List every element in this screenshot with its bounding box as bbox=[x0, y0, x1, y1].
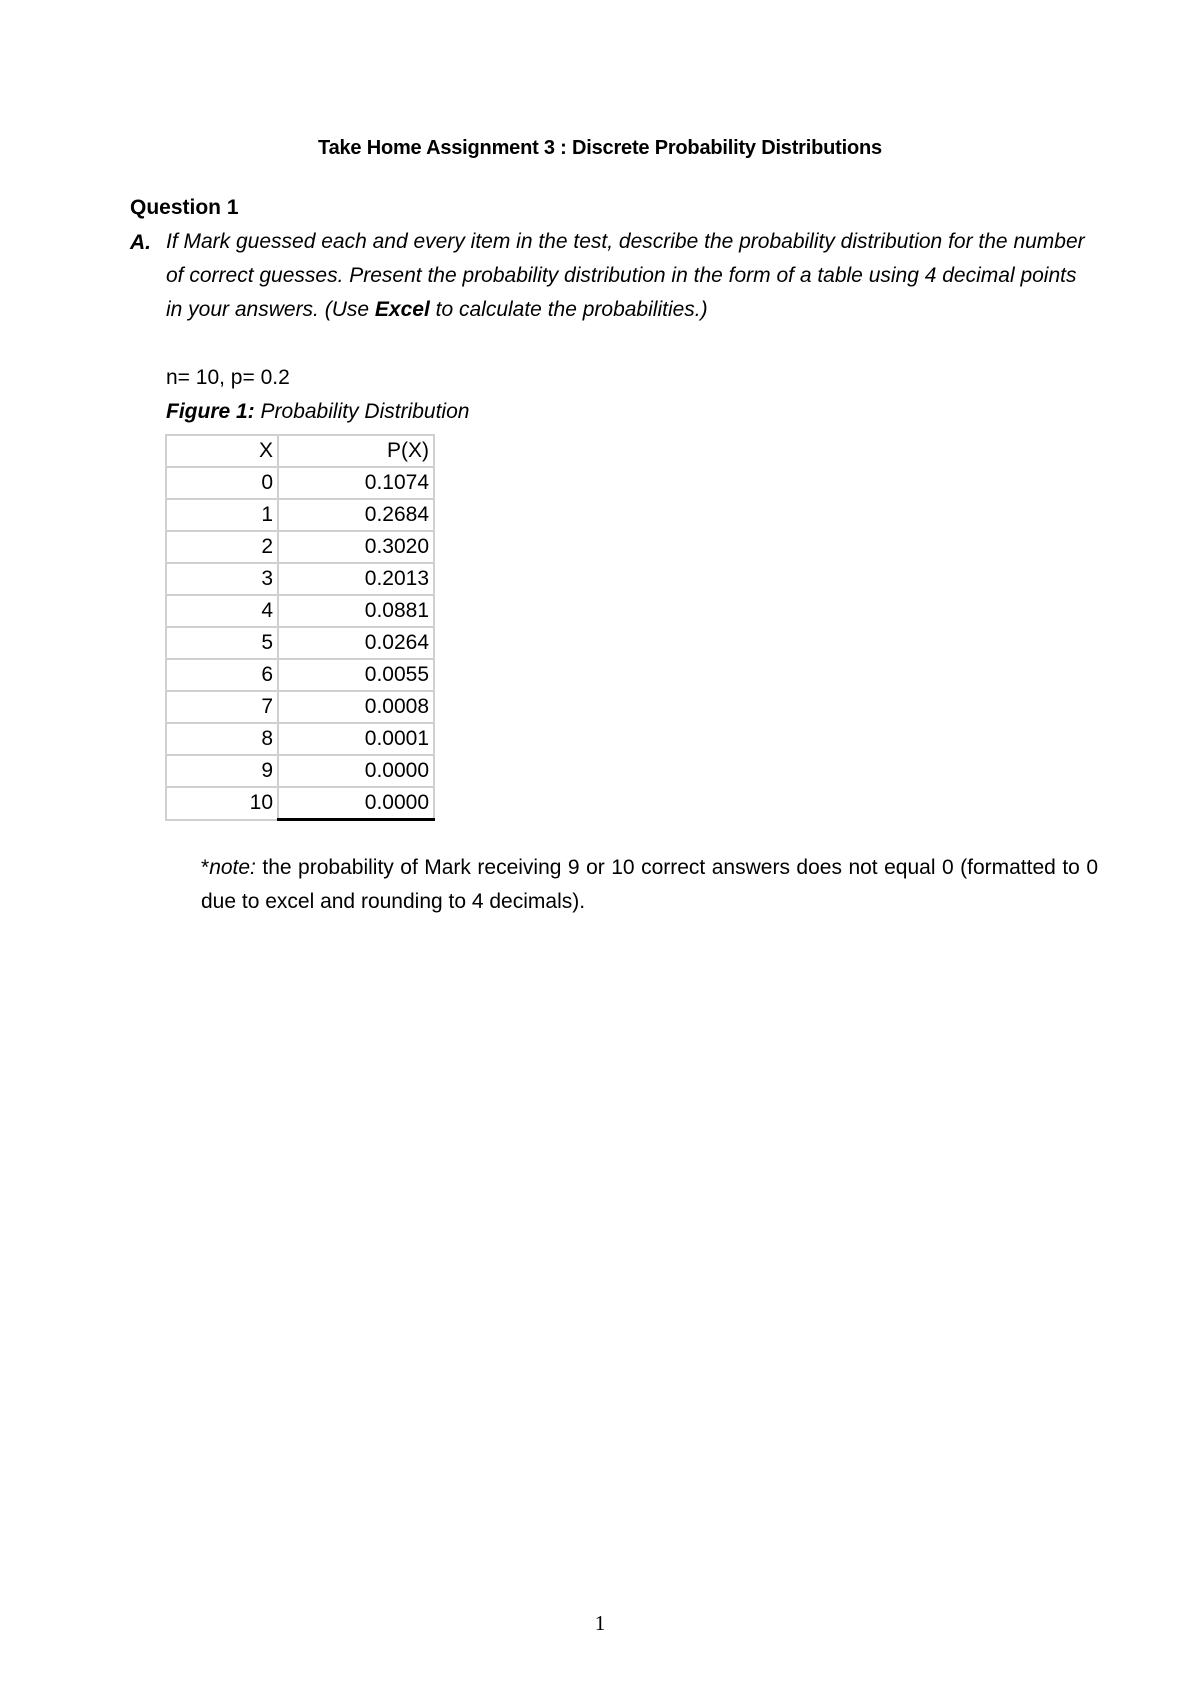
note-prefix: * bbox=[201, 856, 210, 879]
table-cell-px: 0.0055 bbox=[278, 659, 434, 691]
document-title: Take Home Assignment 3 : Discrete Probability Distributions bbox=[318, 137, 882, 159]
figure-label: Figure 1: bbox=[166, 400, 255, 423]
table-cell-px: 0.0001 bbox=[278, 723, 434, 755]
table-cell-px: 0.0000 bbox=[278, 787, 434, 820]
note-text: the probability of Mark receiving 9 or 10 correct answers does not equal 0 (formatted to 0 due to excel and rounding to 4 decimals). bbox=[201, 856, 1098, 913]
question-heading: Question 1 bbox=[130, 196, 239, 219]
table-row bbox=[166, 787, 434, 820]
table-row bbox=[166, 467, 434, 499]
question-text bbox=[166, 225, 1098, 327]
part-label: A. bbox=[130, 231, 151, 254]
table-cell-x: 0 bbox=[166, 467, 278, 499]
figure-caption bbox=[166, 400, 469, 424]
table-row bbox=[166, 659, 434, 691]
table-row bbox=[166, 499, 434, 531]
table-row bbox=[166, 563, 434, 595]
table-cell-x: 6 bbox=[166, 659, 278, 691]
table-cell-px: 0.0264 bbox=[278, 627, 434, 659]
table-cell-px: 0.1074 bbox=[278, 467, 434, 499]
note-label: note: bbox=[209, 856, 256, 879]
probability-distribution-table bbox=[165, 434, 435, 821]
table-cell-px: 0.3020 bbox=[278, 531, 434, 563]
table-row bbox=[166, 723, 434, 755]
table-cell-x: 4 bbox=[166, 595, 278, 627]
table-cell-px: 0.2013 bbox=[278, 563, 434, 595]
table-header-row bbox=[166, 435, 434, 467]
table-cell-px: 0.2684 bbox=[278, 499, 434, 531]
table-cell-px: 0.0008 bbox=[278, 691, 434, 723]
table-row bbox=[166, 691, 434, 723]
distribution-parameters: n= 10, p= 0.2 bbox=[166, 366, 290, 389]
table-cell-x: 3 bbox=[166, 563, 278, 595]
table-header-x: X bbox=[166, 435, 278, 467]
question-text-part-1: If Mark guessed each and every item in the test, describe the probability distribution for the number of correct guesses. Present the probability distribution in the form of a table using 4 decimal points in your answers. (Use bbox=[166, 230, 1085, 321]
footnote bbox=[201, 851, 1098, 919]
table-cell-x: 7 bbox=[166, 691, 278, 723]
table-cell-x: 2 bbox=[166, 531, 278, 563]
table-row bbox=[166, 627, 434, 659]
table-row bbox=[166, 755, 434, 787]
table-cell-x: 9 bbox=[166, 755, 278, 787]
table-cell-x: 1 bbox=[166, 499, 278, 531]
table-cell-px: 0.0000 bbox=[278, 755, 434, 787]
table-row bbox=[166, 595, 434, 627]
table-row bbox=[166, 531, 434, 563]
question-text-excel: Excel bbox=[374, 298, 430, 321]
table-header-px: P(X) bbox=[278, 435, 434, 467]
question-text-part-2: to calculate the probabilities.) bbox=[429, 298, 708, 321]
table-cell-x: 8 bbox=[166, 723, 278, 755]
table-cell-x: 10 bbox=[166, 787, 278, 820]
table-cell-px: 0.0881 bbox=[278, 595, 434, 627]
page-number: 1 bbox=[594, 1611, 606, 1635]
figure-title: Probability Distribution bbox=[254, 400, 470, 423]
table-cell-x: 5 bbox=[166, 627, 278, 659]
